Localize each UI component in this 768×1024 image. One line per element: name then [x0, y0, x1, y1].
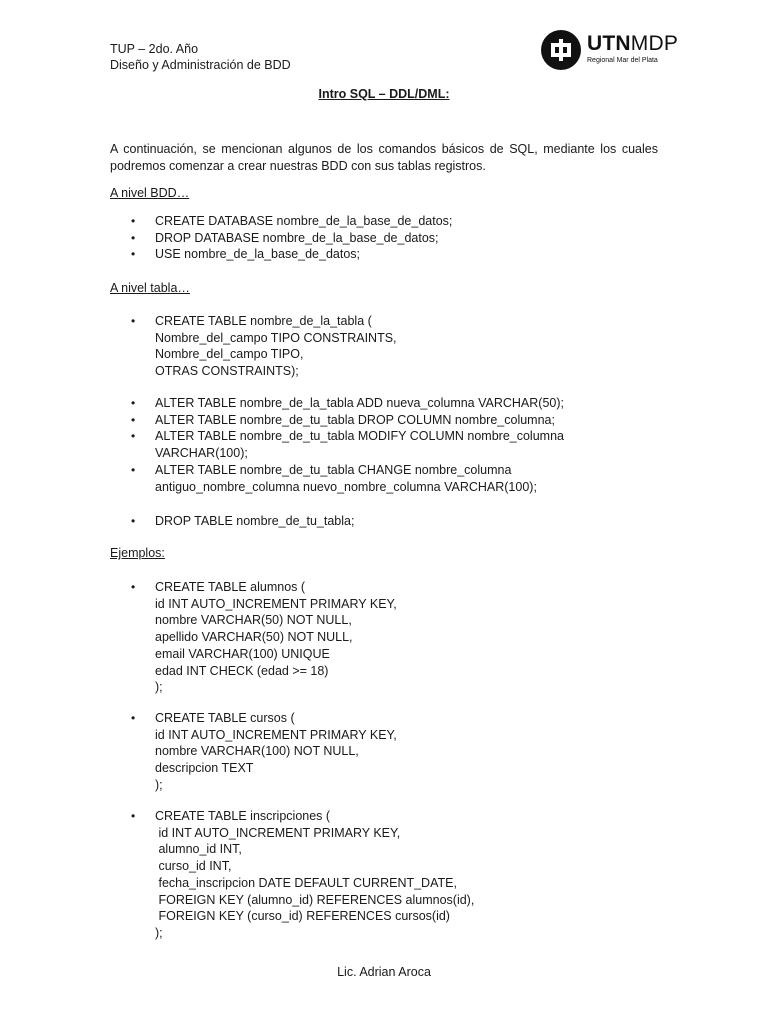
- logo-wordmark: UTNMDP: [587, 32, 679, 55]
- course-line: TUP – 2do. Año: [110, 42, 199, 56]
- section-heading-tabla: A nivel tabla…: [110, 281, 190, 295]
- bullet-icon: •: [131, 462, 136, 477]
- bullet-icon: •: [131, 214, 136, 228]
- bullet-icon: •: [131, 412, 136, 427]
- subject-line: Diseño y Administración de BDD: [110, 58, 291, 72]
- list-item: • CREATE TABLE cursos ( id INT AUTO_INCREMENT PRIMARY KEY, nombre VARCHAR(100) NOT NULL, descripcion TEXT );: [131, 711, 397, 792]
- list-item: • CREATE TABLE inscripciones ( id INT AUTO_INCREMENT PRIMARY KEY, alumno_id INT, curso_id INT, fecha_inscripcion DATE DEFAULT CURRENT_DATE, FOREIGN KEY (alumno_id) REFERENCES alumnos(id), FOREIGN KEY (curso_id) REFERENCES cursos(id) );: [131, 809, 475, 940]
- list-item: • ALTER TABLE nombre_de_tu_tabla MODIFY COLUMN nombre_columna VARCHAR(100);: [131, 429, 564, 461]
- document-header: [110, 41, 291, 73]
- list-item: • ALTER TABLE nombre_de_tu_tabla CHANGE nombre_columna antiguo_nombre_columna nuevo_nombre_columna VARCHAR(100);: [131, 462, 537, 494]
- bullet-icon: •: [131, 429, 136, 444]
- bullet-icon: •: [131, 230, 136, 245]
- bullet-icon: •: [131, 514, 136, 528]
- example-cursos: [129, 710, 689, 794]
- intro-paragraph: A continuación, se mencionan algunos de los comandos básicos de SQL, mediante los cuales podremos comenzar a crear nuestras BDD con sus tablas registros.: [110, 142, 658, 173]
- bullet-icon: •: [131, 809, 136, 823]
- bdd-command-list: [129, 213, 689, 263]
- bullet-icon: •: [131, 314, 136, 328]
- list-item: • CREATE TABLE alumnos ( id INT AUTO_INCREMENT PRIMARY KEY, nombre VARCHAR(50) NOT NULL, apellido VARCHAR(50) NOT NULL, email VARCHAR(100) UNIQUE edad INT CHECK (edad >= 18) );: [131, 580, 397, 695]
- section-heading-ejemplos: Ejemplos:: [110, 546, 165, 560]
- alter-table-list: [129, 395, 689, 495]
- utn-emblem-icon: [541, 30, 581, 70]
- author-footer: Lic. Adrian Aroca: [337, 965, 431, 979]
- list-item: • ALTER TABLE nombre_de_tu_tabla DROP COLUMN nombre_columna;: [131, 412, 555, 427]
- list-item: • ALTER TABLE nombre_de_la_tabla ADD nueva_columna VARCHAR(50);: [131, 396, 565, 410]
- list-item: • USE nombre_de_la_base_de_datos;: [131, 247, 361, 262]
- create-table-template: [129, 313, 689, 380]
- list-item: • DROP TABLE nombre_de_tu_tabla;: [131, 514, 355, 528]
- bullet-icon: •: [131, 396, 136, 410]
- drop-table-list: [129, 513, 689, 530]
- section-heading-bdd: A nivel BDD…: [110, 186, 190, 200]
- logo-subtitle: Regional Mar del Plata: [587, 57, 658, 64]
- list-item: • CREATE DATABASE nombre_de_la_base_de_datos;: [131, 214, 453, 228]
- example-inscripciones: [129, 808, 689, 942]
- bullet-icon: •: [131, 580, 136, 594]
- page-title: Intro SQL – DDL/DML:: [318, 87, 450, 101]
- list-item: • CREATE TABLE nombre_de_la_tabla ( Nombre_del_campo TIPO CONSTRAINTS, Nombre_del_campo TIPO, OTRAS CONSTRAINTS);: [131, 314, 397, 379]
- utn-logo: [541, 30, 679, 70]
- bullet-icon: •: [131, 711, 136, 725]
- bullet-icon: •: [131, 247, 136, 262]
- list-item: • DROP DATABASE nombre_de_la_base_de_datos;: [131, 230, 439, 245]
- example-alumnos: [129, 579, 689, 696]
